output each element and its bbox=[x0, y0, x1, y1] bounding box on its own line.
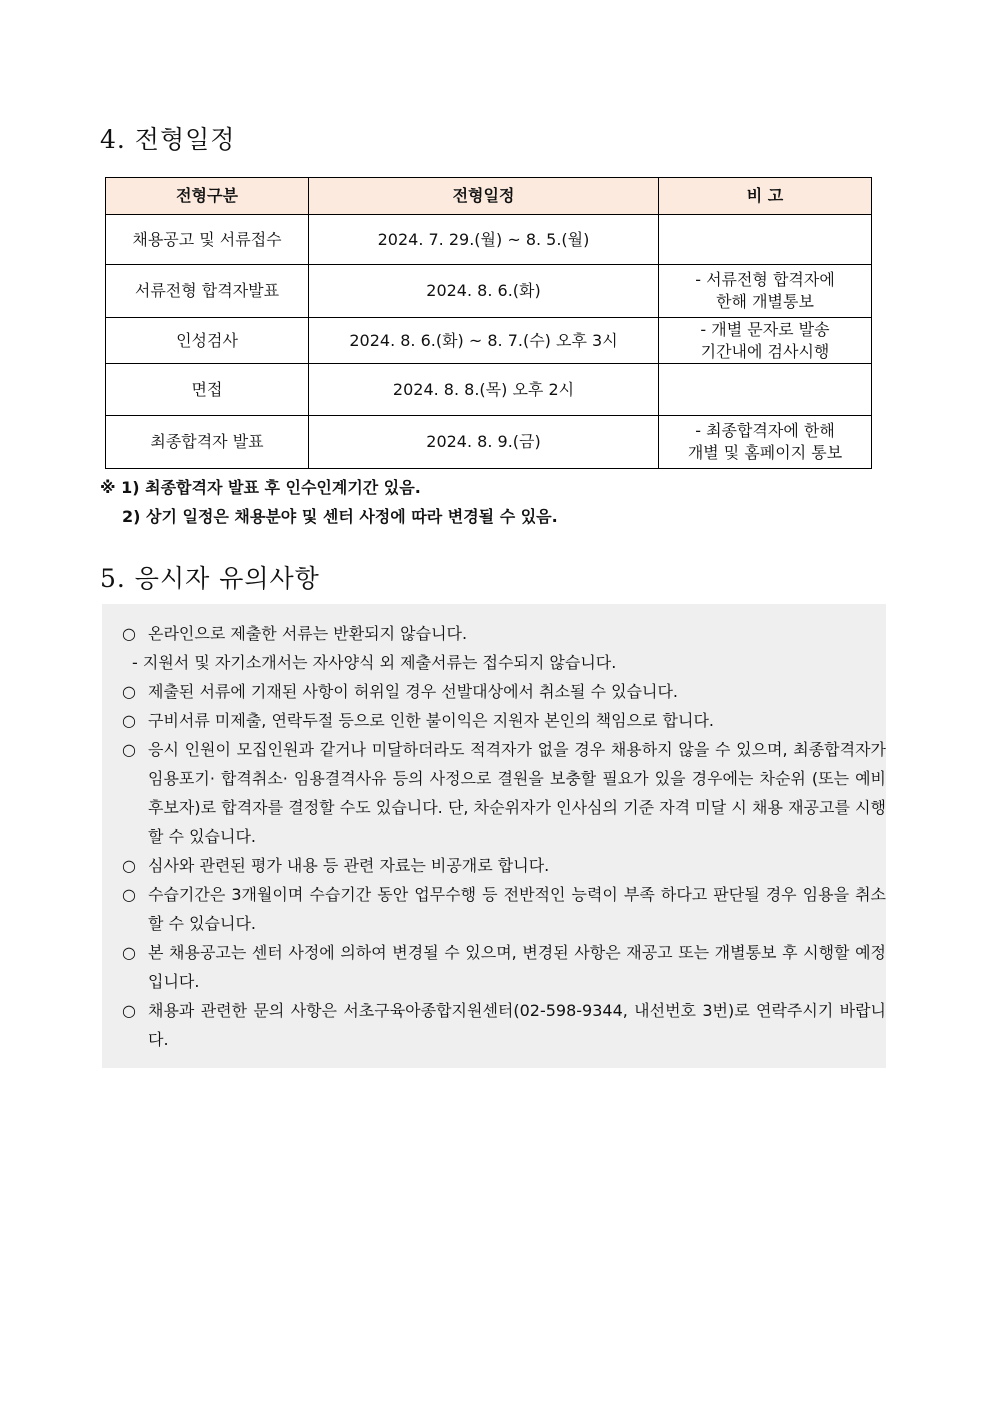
notice-item: ○ 수습기간은 3개월이며 수습기간 동안 업무수행 등 전반적인 능력이 부족 하다고 판단될 경우 임용을 취소할 수 있습니다. bbox=[122, 880, 886, 938]
table-header-row bbox=[106, 178, 872, 215]
notice-subitem: - 지원서 및 자기소개서는 자사양식 외 제출서류는 접수되지 않습니다. bbox=[132, 653, 617, 672]
date-cell: 2024. 8. 6.(화) bbox=[309, 265, 659, 318]
stage-cell: 인성검사 bbox=[106, 318, 309, 364]
notice-item: ○ 온라인으로 제출한 서류는 반환되지 않습니다. bbox=[122, 619, 886, 648]
circle-bullet-icon: ○ bbox=[122, 624, 136, 643]
table-row bbox=[106, 215, 872, 265]
circle-bullet-icon: ○ bbox=[122, 740, 136, 759]
footnote-1: ※ 1) 최종합격자 발표 후 인수인계기간 있음. bbox=[100, 478, 421, 497]
stage-cell: 면접 bbox=[106, 364, 309, 416]
table-row bbox=[106, 364, 872, 416]
remarks-cell: - 최종합격자에 한해 개별 및 홈페이지 통보 bbox=[659, 416, 872, 469]
header-remarks: 비 고 bbox=[659, 178, 872, 215]
table-row bbox=[106, 318, 872, 364]
circle-bullet-icon: ○ bbox=[122, 943, 136, 962]
schedule-table bbox=[105, 177, 872, 469]
circle-bullet-icon: ○ bbox=[122, 1001, 136, 1020]
notice-item: ○ 심사와 관련된 평가 내용 등 관련 자료는 비공개로 합니다. bbox=[122, 851, 886, 880]
table-row bbox=[106, 265, 872, 318]
table-row bbox=[106, 416, 872, 469]
footnote-2: 2) 상기 일정은 채용분야 및 센터 사정에 따라 변경될 수 있음. bbox=[122, 507, 558, 526]
remarks-cell bbox=[659, 215, 872, 265]
header-stage: 전형구분 bbox=[106, 178, 309, 215]
notice-item: ○ 응시 인원이 모집인원과 같거나 미달하더라도 적격자가 없을 경우 채용하지 않을 수 있으며, 최종합격자가 임용포기· 합격취소· 임용결격사유 등의 사정으로 결원을 보충할 필요가 있을 경우에는 차순위 (또는 예비후보자)로 합격자를 결정할 수도 있습니다. 단, 차순위자가 인사심의 기준 자격 미달 시 채용 재공고를 시행할 수 있습니다. bbox=[122, 735, 886, 851]
circle-bullet-icon: ○ bbox=[122, 711, 136, 730]
notice-item: ○ 채용과 관련한 문의 사항은 서초구육아종합지원센터(02-598-9344, 내선번호 3번)로 연락주시기 바랍니다. bbox=[122, 996, 886, 1054]
date-cell: 2024. 8. 9.(금) bbox=[309, 416, 659, 469]
header-schedule: 전형일정 bbox=[309, 178, 659, 215]
stage-cell: 최종합격자 발표 bbox=[106, 416, 309, 469]
remarks-cell: - 개별 문자로 발송 기간내에 검사시행 bbox=[659, 318, 872, 364]
notice-item: ○ 제출된 서류에 기재된 사항이 허위일 경우 선발대상에서 취소될 수 있습니다. bbox=[122, 677, 886, 706]
section-5-title: 5. 응시자 유의사항 bbox=[100, 564, 320, 593]
stage-cell: 서류전형 합격자발표 bbox=[106, 265, 309, 318]
date-cell: 2024. 8. 8.(목) 오후 2시 bbox=[309, 364, 659, 416]
circle-bullet-icon: ○ bbox=[122, 885, 136, 904]
notice-box bbox=[102, 604, 886, 1068]
date-cell: 2024. 7. 29.(월) ~ 8. 5.(월) bbox=[309, 215, 659, 265]
schedule-footnotes bbox=[100, 473, 558, 531]
remarks-cell bbox=[659, 364, 872, 416]
stage-cell: 채용공고 및 서류접수 bbox=[106, 215, 309, 265]
notice-item: ○ 구비서류 미제출, 연락두절 등으로 인한 불이익은 지원자 본인의 책임으로 합니다. bbox=[122, 706, 886, 735]
circle-bullet-icon: ○ bbox=[122, 682, 136, 701]
section-4-title: 4. 전형일정 bbox=[100, 125, 236, 154]
notice-item: ○ 본 채용공고는 센터 사정에 의하여 변경될 수 있으며, 변경된 사항은 재공고 또는 개별통보 후 시행할 예정입니다. bbox=[122, 938, 886, 996]
remarks-cell: - 서류전형 합격자에 한해 개별통보 bbox=[659, 265, 872, 318]
date-cell: 2024. 8. 6.(화) ~ 8. 7.(수) 오후 3시 bbox=[309, 318, 659, 364]
circle-bullet-icon: ○ bbox=[122, 856, 136, 875]
